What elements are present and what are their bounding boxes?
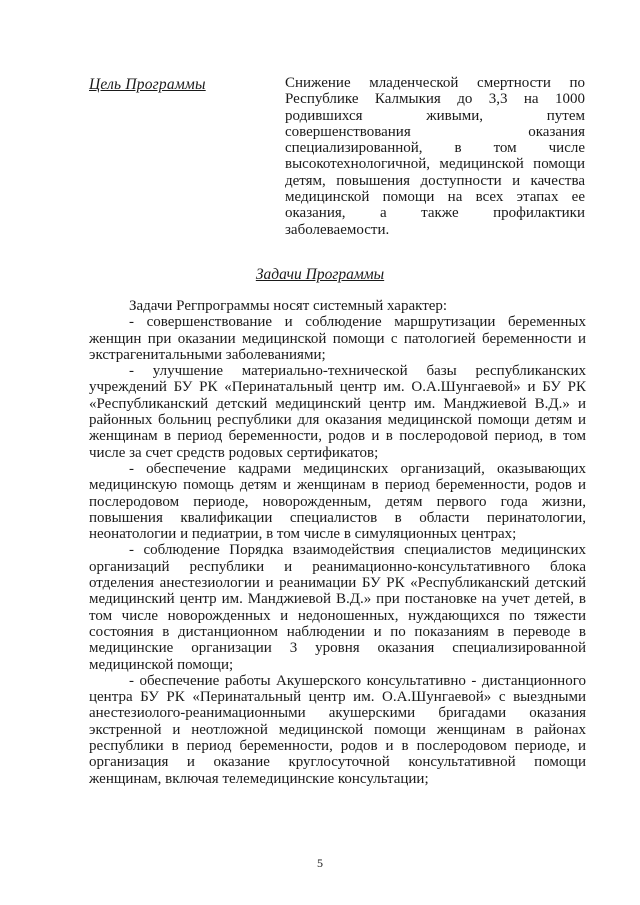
page-number: 5 [317, 856, 323, 870]
goal-text-line: родившихся живыми, путем [285, 107, 585, 124]
body-text-line: неонатологии и педиатрии, в том числе в симуляционных центрах; [89, 526, 517, 543]
body-text-line: - соблюдение Порядка взаимодействия специалистов медицинских [129, 542, 586, 559]
body-text-line: - обеспечение работы Акушерского консультативно - дистанционного [129, 672, 586, 689]
tasks-heading: Задачи Программы [255, 266, 385, 283]
body-text-line: послеродовом периоде, новорожденным, детям первого года жизни, [89, 493, 586, 510]
body-text-line: медицинские организации 3 уровня оказания специализированной [89, 640, 586, 657]
body-text-line: медицинский центр им. Манджиевой В.Д.» при постановке на учет детей, в [89, 591, 586, 608]
body-text-line: экстренной и неотложной медицинской помощи женщинам в районах [89, 721, 586, 738]
body-text-line: Задачи Регпрограммы носят системный характер: [129, 298, 448, 314]
body-text-line: анестезиолого-реанимационными акушерскими бригадами оказания [89, 705, 586, 722]
body-text-line: - совершенствование и соблюдение маршрутизации беременных [129, 314, 586, 331]
body-text-line: женщинам, включая телемедицинские консультации; [89, 770, 429, 787]
goal-text [285, 75, 585, 238]
goal-text-line: Республике Калмыкия до 3,3 на 1000 [285, 91, 585, 108]
goal-text-line: специализированной, в том числе [285, 140, 585, 157]
body-text-line: медицинской помощи; [89, 656, 234, 673]
body-text-line: районных больниц республики для оказания медицинской помощи детям и [89, 412, 586, 429]
goal-text-line: совершенствования оказания [285, 123, 585, 140]
goal-text-line: заболеваемости. [285, 221, 390, 238]
goal-label: Цель Программы [89, 76, 206, 93]
body-text-line: отделения анестезиологии и реанимации БУ РК «Республиканский детский [89, 575, 586, 592]
tasks-body [89, 298, 586, 787]
body-text-line: экстрагенитальными заболеваниями; [89, 346, 326, 363]
body-text-line: том числе новорожденных и недоношенных, нуждающихся по тяжести [89, 607, 586, 624]
body-text-line: республики в период беременности, родов и в послеродовом периоде, и [89, 738, 586, 755]
body-text-line: повышения квалификации специалистов в области перинатологии, [89, 509, 586, 526]
body-text-line: женщин при оказании медицинской помощи с патологией беременности и [89, 330, 586, 347]
body-text-line: - обеспечение кадрами медицинских организаций, оказывающих [129, 460, 586, 477]
goal-text-line: детям, повышения доступности и качества [285, 172, 585, 189]
body-text-line: «Республиканский детский медицинский центр им. Манджиевой В.Д.» и [89, 395, 586, 412]
goal-text-line: высокотехнологичной, медицинской помощи [285, 156, 585, 173]
goal-text-line: Снижение младенческой смертности по [285, 75, 585, 91]
body-text-line: женщинам в период беременности, родов и в послеродовой период, в том [89, 428, 586, 445]
body-text-line: состояния в дистанционном наблюдении и по показаниям в переводе в [89, 623, 586, 640]
body-text-line: медицинскую помощь детям и женщинам в период беременности, родов и [89, 477, 586, 494]
body-text-line: - улучшение материально-технической базы республиканских [129, 363, 586, 380]
goal-text-line: медицинской помощи на всех этапах ее [285, 189, 585, 206]
body-text-line: учреждений БУ РК «Перинатальный центр им. О.А.Шунгаевой» и БУ РК [89, 379, 586, 396]
goal-text-line: оказания, а также профилактики [285, 205, 585, 222]
body-text-line: центра БУ РК «Перинатальный центр им. О.А.Шунгаевой» с выездными [89, 689, 586, 706]
body-text-line: организация и оказание круглосуточной консультативной помощи [89, 754, 586, 771]
body-text-line: организаций республики и реанимационно-консультативного блока [89, 558, 586, 575]
body-text-line: числе за счет средств родовых сертификатов; [89, 444, 379, 461]
